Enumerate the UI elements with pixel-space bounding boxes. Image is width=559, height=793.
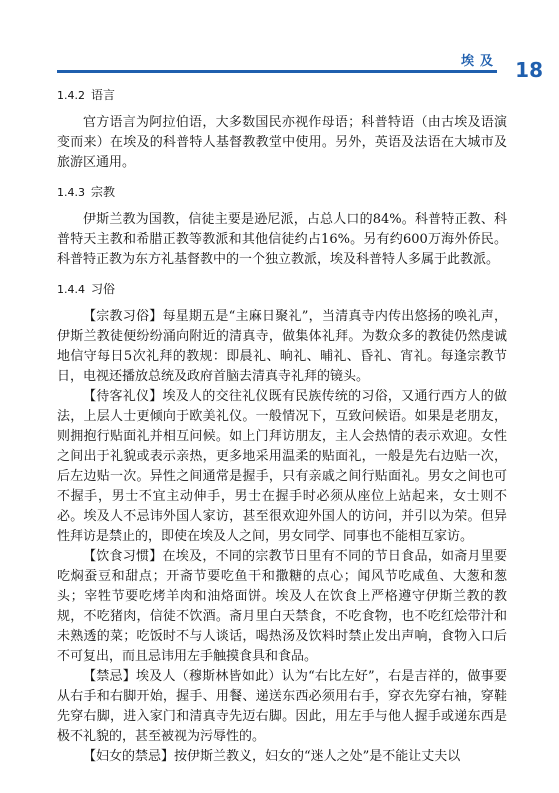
paragraph-women-taboos: 【妇女的禁忌】按伊斯兰教义，妇女的“迷人之处”是不能让丈夫以	[83, 749, 461, 764]
page-number: 18	[515, 58, 543, 82]
paragraph: 官方语言为阿拉伯语，大多数国民亦视作母语；科普特语（由古埃及语演变而来）在埃及的科普特人基督教教堂中使用。另外，英语及法语在大城市及旅游区通用。	[57, 115, 507, 170]
paragraph-religious-customs: 【宗教习俗】每星期五是“主麻日聚礼”，当清真寺内传出悠扬的唤礼声，伊斯兰教徒便纷纷涌向附近的清真寺，做集体礼拜。为数众多的教徒仍然虔诚地信守每日5次礼拜的教规：即晨礼、晌礼、晡礼、昏礼、宵礼。每逢宗教节日，电视还播放总统及政府首脑去清真寺礼拜的镜头。	[57, 309, 507, 384]
section-heading-religion	[57, 183, 507, 202]
section-title: 宗教	[91, 185, 116, 199]
section-heading-language	[57, 86, 507, 105]
paragraph-taboos: 【禁忌】埃及人（穆斯林皆如此）认为“右比左好”，右是吉祥的，做事要从右手和右脚开始，握手、用餐、递送东西必须用右手，穿衣先穿右袖，穿鞋先穿右脚，进入家门和清真寺先迈右脚。因此，用左手与他人握手或递东西是极不礼貌的，甚至被视为污辱性的。	[57, 669, 507, 744]
section-number: 1.4.4	[57, 283, 85, 296]
section-number: 1.4.3	[57, 186, 85, 199]
page-content	[57, 86, 507, 767]
header-rule	[57, 70, 497, 73]
paragraph-diet: 【饮食习惯】在埃及，不同的宗教节日里有不同的节日食品，如斋月里要吃焖蚕豆和甜点；开斋节要吃鱼干和撒糖的点心；闻风节吃咸鱼、大葱和葱头；宰牲节要吃烤羊肉和油烙面饼。埃及人在饮食上严格遵守伊斯兰教的教规，不吃猪肉，信徒不饮酒。斋月里白天禁食，不吃食物，也不吃红烩带汁和未熟透的菜；吃饭时不与人谈话，喝热汤及饮料时禁止发出声响，食物入口后不可复出，而且忌讳用左手触摸食具和食品。	[57, 549, 507, 664]
paragraph: 伊斯兰教为国教，信徒主要是逊尼派，占总人口的84%。科普特正教、科普特天主教和希腊正教等教派和其他信徒约占16%。另有约600万海外侨民。科普特正教为东方礼基督教中的一个独立教派，埃及科普特人多属于此教派。	[57, 212, 507, 267]
section-title: 语言	[91, 88, 116, 102]
section-number: 1.4.2	[57, 89, 85, 102]
section-title: 习俗	[91, 282, 116, 296]
page-header	[0, 0, 559, 80]
paragraph-hospitality: 【待客礼仪】埃及人的交往礼仪既有民族传统的习俗，又通行西方人的做法，上层人士更倾向于欧美礼仪。一般情况下，互致问候语。如果是老朋友，则拥抱行贴面礼并相互问候。如上门拜访朋友，主人会热情的表示欢迎。女性之间出于礼貌或表示亲热，更多地采用温柔的贴面礼，一般是先右边贴一次，后左边贴一次。异性之间通常是握手，只有亲戚之间行贴面礼。男女之间也可不握手，男士不宜主动伸手，男士在握手时必须从座位上站起来，女士则不必。埃及人不忌讳外国人家访，甚至很欢迎外国人的访问，并引以为荣。但异性拜访是禁止的，即使在埃及人之间，男女同学、同事也不能相互家访。	[57, 389, 507, 544]
running-header-title: 埃及	[460, 54, 499, 69]
section-heading-customs	[57, 280, 507, 299]
